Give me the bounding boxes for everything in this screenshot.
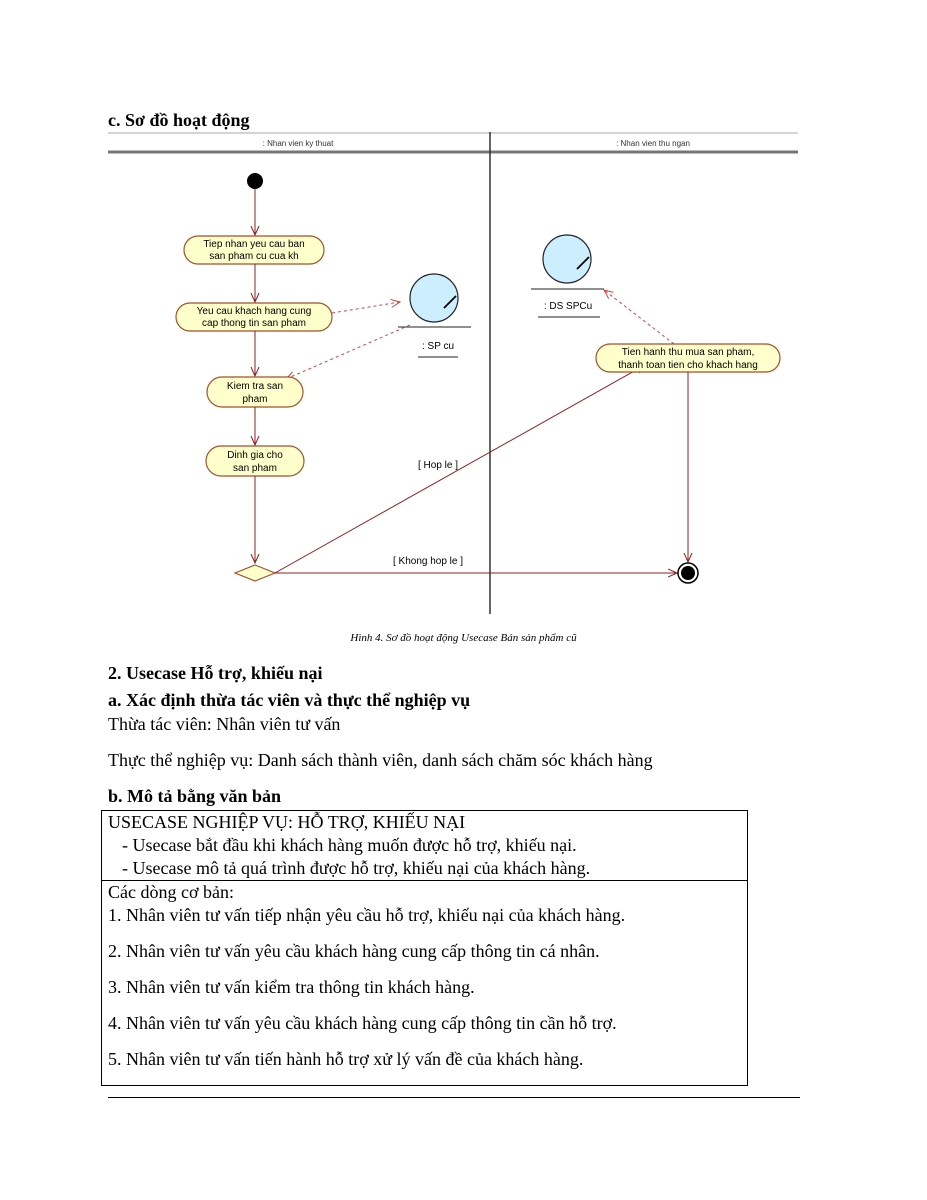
guard-invalid-label: [ Khong hop le ] [392,556,464,567]
usecase-desc-2: - Usecase mô tả quá trình được hỗ trợ, khiếu nại của khách hàng. [122,858,591,878]
activity-text: cap thong tin san pham [202,318,306,329]
activity-text: pham [242,394,268,405]
entity-line: Thực thể nghiệp vụ: Danh sách thành viên, danh sách chăm sóc khách hàng [108,750,653,770]
usecase-desc-1: - Usecase bắt đầu khi khách hàng muốn được hỗ trợ, khiếu nại. [122,835,577,855]
footer-rule [108,1097,800,1098]
figure-caption: Hình 4. Sơ đồ hoạt động Usecase Bán sản phẩm cũ [350,632,577,644]
activity-diagram [108,132,798,616]
activity-text: thanh toan tien cho khach hang [618,360,758,371]
activity-text: Dinh gia cho [227,450,283,461]
object-sp-cu-label: : SP cu [421,341,455,352]
flow-arrow-valid [275,365,645,573]
activity-text: Kiem tra san [226,381,284,392]
activity-text: san pham [233,463,277,474]
activity-text: Tiep nhan yeu cau ban [203,239,305,250]
lane-left-label: : Nhan vien ky thuat [262,139,334,148]
flow-step: 5. Nhân viên tư vấn tiến hành hỗ trợ xử lý vấn đề của khách hàng. [108,1049,584,1069]
lane-right-label: : Nhan vien thu ngan [616,139,690,148]
flow-step: 3. Nhân viên tư vấn kiểm tra thông tin khách hàng. [108,977,475,997]
object-ds-spcu-icon [543,235,591,283]
object-flow-arrow [332,302,400,313]
object-flow-arrow [604,290,674,344]
section-a-title: a. Xác định thừa tác viên và thực thể nghiệp vụ [108,690,471,710]
activity-text: san pham cu cua kh [209,251,299,262]
activity-text: Yeu cau khach hang cung [196,306,312,317]
object-sp-cu-icon [410,274,458,322]
usecase-flow-cell [102,881,748,1086]
usecase-header-cell [102,811,748,881]
final-node-inner [681,566,695,580]
guard-valid-label: [ Hop le ] [417,460,459,471]
flow-title: Các dòng cơ bản: [108,882,234,902]
usecase-table [101,810,748,1086]
usecase-flow-row [102,881,748,1086]
flow-step: 1. Nhân viên tư vấn tiếp nhận yêu cầu hỗ trợ, khiếu nại của khách hàng. [108,905,626,925]
decision-node [235,565,275,581]
flow-step: 4. Nhân viên tư vấn yêu cầu khách hàng cung cấp thông tin cần hỗ trợ. [108,1013,617,1033]
object-flow-arrow [286,325,410,379]
activity-text: Tien hanh thu mua san pham, [621,347,755,358]
usecase-header: USECASE NGHIỆP VỤ: HỖ TRỢ, KHIẾU NẠI [108,812,466,832]
initial-node [247,173,263,189]
section-2-title: 2. Usecase Hỗ trợ, khiếu nại [108,663,323,683]
actor-line: Thừa tác viên: Nhân viên tư vấn [108,714,341,734]
section-b-title: b. Mô tả bằng văn bản [108,786,282,806]
usecase-header-row [102,811,748,881]
object-ds-spcu-label: : DS SPCu [543,301,593,312]
section-c-title: c. Sơ đồ hoạt động [108,110,250,130]
flow-step: 2. Nhân viên tư vấn yêu cầu khách hàng cung cấp thông tin cá nhân. [108,941,600,961]
